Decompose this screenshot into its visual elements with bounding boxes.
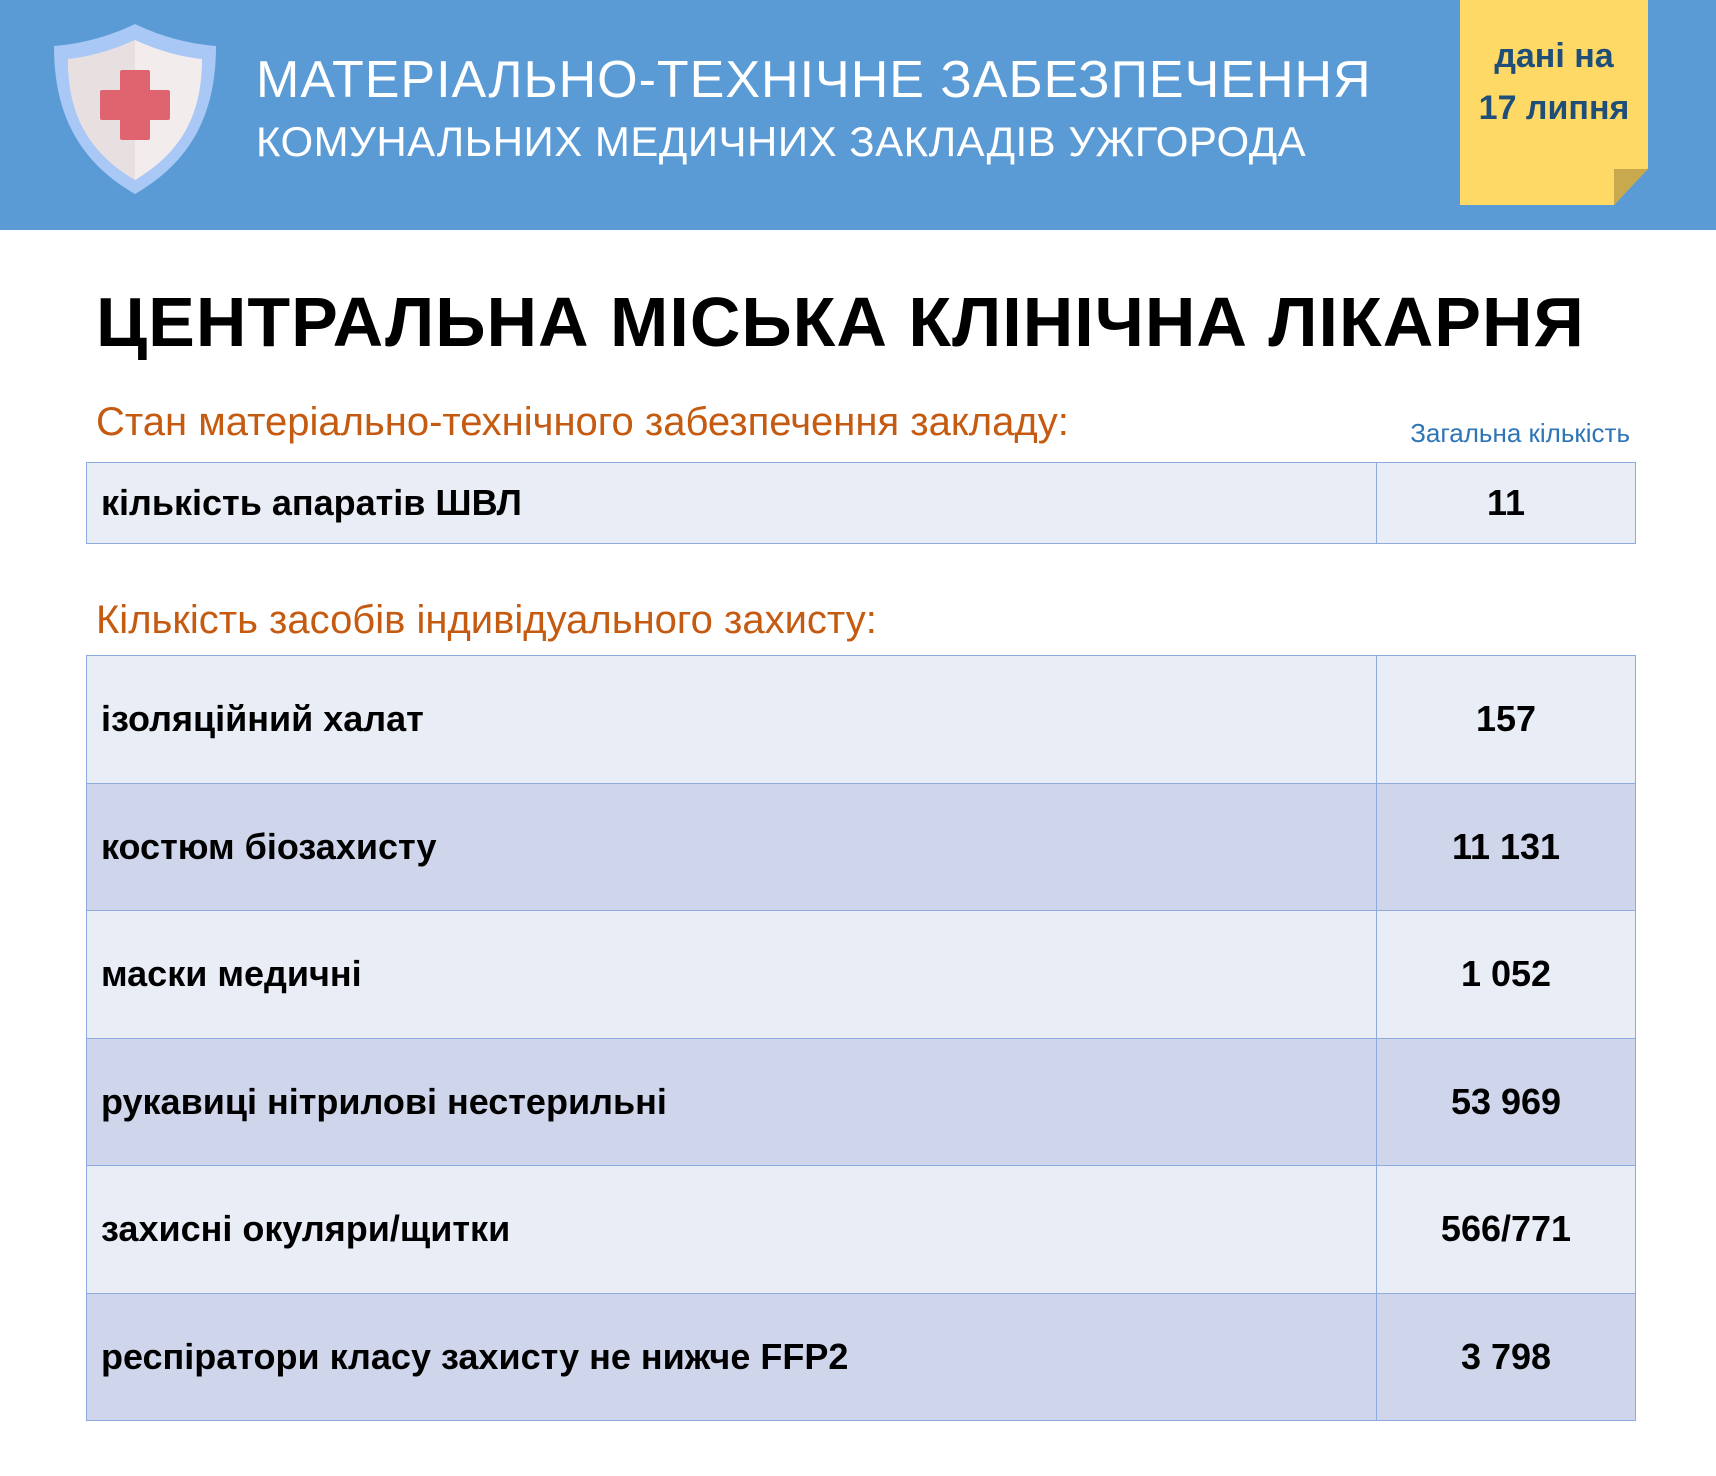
header-title: МАТЕРІАЛЬНО-ТЕХНІЧНЕ ЗАБЕЗПЕЧЕННЯ bbox=[256, 51, 1372, 109]
medical-shield-icon bbox=[46, 20, 224, 198]
date-label bbox=[1460, 30, 1648, 134]
row-value: 3 798 bbox=[1377, 1293, 1636, 1421]
header-banner bbox=[0, 0, 1716, 230]
row-value: 1 052 bbox=[1377, 911, 1636, 1039]
table-row bbox=[87, 783, 1636, 911]
row-label: респіратори класу захисту не нижче FFP2 bbox=[87, 1293, 1377, 1421]
row-label: маски медичні bbox=[87, 911, 1377, 1039]
equipment-section-title: Стан матеріально-технічного забезпечення закладу: bbox=[96, 400, 1069, 444]
table-row bbox=[87, 1293, 1636, 1421]
ppe-table bbox=[86, 655, 1636, 1421]
table-row bbox=[87, 1038, 1636, 1166]
header-subtitle: КОМУНАЛЬНИХ МЕДИЧНИХ ЗАКЛАДІВ УЖГОРОДА bbox=[256, 118, 1307, 165]
row-label: костюм біозахисту bbox=[87, 783, 1377, 911]
table-row bbox=[87, 463, 1636, 544]
ppe-section-title: Кількість засобів індивідуального захисту: bbox=[96, 598, 877, 642]
row-value: 11 bbox=[1377, 463, 1636, 544]
table-row bbox=[87, 656, 1636, 784]
row-value: 157 bbox=[1377, 656, 1636, 784]
row-value: 53 969 bbox=[1377, 1038, 1636, 1166]
hospital-name: ЦЕНТРАЛЬНА МІСЬКА КЛІНІЧНА ЛІКАРНЯ bbox=[96, 283, 1585, 361]
row-value: 11 131 bbox=[1377, 783, 1636, 911]
row-label: захисні окуляри/щитки bbox=[87, 1166, 1377, 1294]
row-label: кількість апаратів ШВЛ bbox=[87, 463, 1377, 544]
row-value: 566/771 bbox=[1377, 1166, 1636, 1294]
total-count-column-header: Загальна кількість bbox=[1410, 418, 1630, 448]
date-line-2: 17 липня bbox=[1478, 89, 1630, 127]
row-label: рукавиці нітрилові нестерильні bbox=[87, 1038, 1377, 1166]
table-row bbox=[87, 1166, 1636, 1294]
table-row bbox=[87, 911, 1636, 1039]
equipment-table bbox=[86, 462, 1636, 544]
row-label: ізоляційний халат bbox=[87, 656, 1377, 784]
date-line-1: дані на bbox=[1494, 37, 1614, 75]
